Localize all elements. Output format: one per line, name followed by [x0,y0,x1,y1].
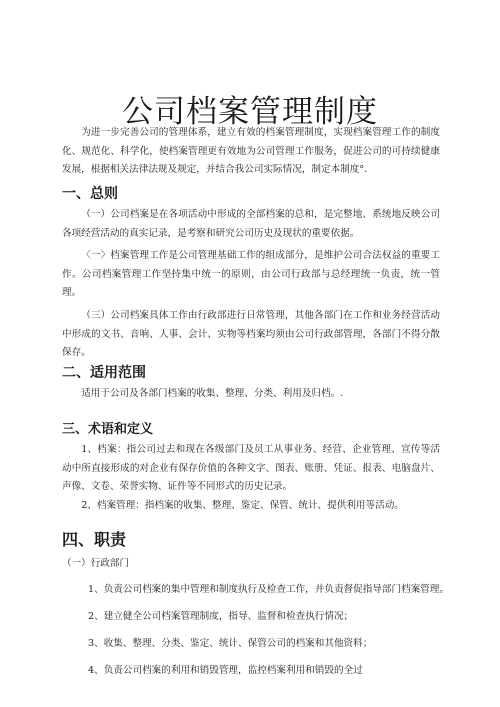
section-heading-duties: 四、职责 [62,530,127,549]
section-heading-general: 一、总则 [62,186,118,202]
section-heading-terms: 三、术语和定义 [62,422,154,437]
general-paragraph-2: 〈一〉档案管理工作是公司管理基础工作的组成部分，是维护公司合法权益的重要工作。公司档案管理工作坚持集中统一的原则，由公司行政部与总经理统一负责，统一管理。 [62,250,440,298]
duty-item-4: 4、负责公司档案的利用和销毁管理，监控档案利用和销毁的全过 [88,665,363,676]
duty-item-3: 3、收集、整理、分类、鉴定、统计、保管公司的档案和其他资料； [88,638,373,649]
section-heading-scope: 二、适用范围 [62,365,146,381]
duty-item-1: 1、负责公司档案的集中管理和制度执行及检查工作，并负责督促指导部门档案管理。 [88,584,450,595]
intro-paragraph: 为进一步完善公司的管理体系，建立有效的档案管理制度，实现档案管理工作的制度化、规范化、科学化，使档案管理更有效地为公司管理工作服务，促进公司的可持续健康发展，根据相关法律法规及规定，并结合我公司实际情况，制定本制度°． [62,127,440,175]
terms-paragraph-2: 2、档案管理：指档案的收集、整理、鉴定、保管、统计、提供利用等活动。 [81,500,404,511]
duty-item-2: 2、建立健全公司档案管理制度，指导、监督和检查执行情况； [88,611,354,622]
general-paragraph-3: （三）公司档案具体工作由行政部进行日常管理，其他各部门在工作和业务经营活动中形成的文书、音响、人事、会计、实物等档案均须由公司行政部管理，各部门不得分散保存。 [62,310,440,358]
general-paragraph-1: （一）公司档案是在各项活动中形成的全部档案的总和，是完整地、系统地反映公司各项经营活动的真实记录，是考察和研究公司历史及现状的重要依据。 [62,209,440,239]
scope-paragraph: 适用于公司及各部门档案的收集、整理、分类、利用及归档。. [81,388,344,399]
duties-subheading: （一）行政部门 [62,558,130,569]
document-title: 公司档案管理制度 [122,94,378,130]
terms-paragraph-1: 1、档案：指公司过去和现在各级部门及员工从事业务、经营、企业管理、宣传等活动中所直接形成的对企业有保存价值的各种文字、图表、账册、凭证、报表、电脑盘片、声像、文卷、荣誉实物、证件等不同形式的历史记录。 [62,444,440,492]
